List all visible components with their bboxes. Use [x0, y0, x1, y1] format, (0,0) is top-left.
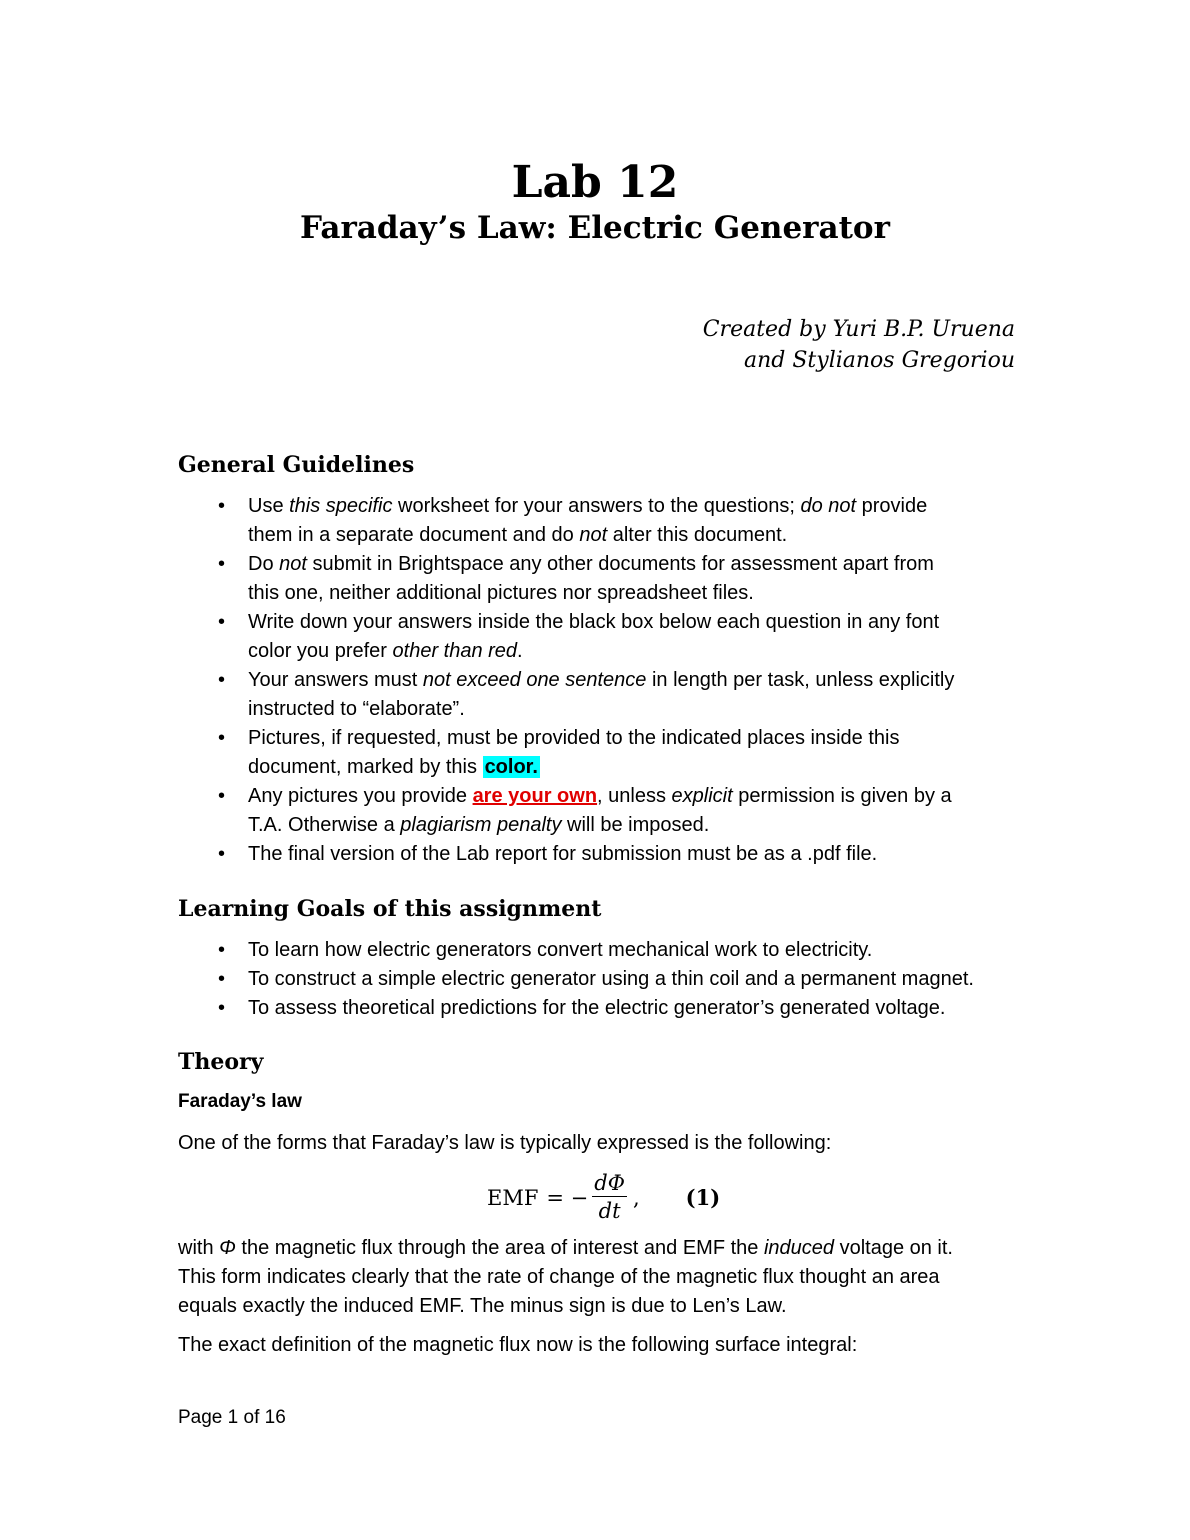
text-run: Any pictures you provide	[248, 785, 473, 807]
list-item	[178, 840, 1078, 869]
italic-text: not	[579, 524, 608, 546]
text-run: in length per task, unless explicitly	[646, 669, 955, 691]
text-run: with	[178, 1237, 220, 1259]
subsection-heading-faradays-law: Faraday’s law	[178, 1091, 302, 1112]
text-run: T.A. Otherwise a	[248, 814, 401, 836]
text-run: the magnetic flux through the area of interest and EMF the	[235, 1237, 764, 1259]
text-run: , unless	[597, 785, 672, 807]
text-run: equals exactly the induced EMF. The minus sign is due to Len’s Law.	[178, 1295, 787, 1317]
credits-line: Created by Yuri B.P. Uruena	[702, 317, 1015, 342]
equation-1	[487, 1170, 720, 1225]
text-run: Use	[248, 495, 290, 517]
equation-operator: = −	[546, 1185, 589, 1210]
list-item	[178, 550, 1078, 608]
bullet-icon: •	[218, 843, 226, 865]
text-run: voltage on it.	[834, 1237, 953, 1259]
list-item	[178, 492, 1078, 550]
italic-text: this specific	[289, 495, 393, 517]
section-heading-general-guidelines: General Guidelines	[178, 452, 415, 478]
credits-line: and Stylianos Gregoriou	[744, 348, 1015, 373]
list-item	[178, 965, 1078, 994]
bullet-icon: •	[218, 611, 226, 633]
equation-comma: ,	[632, 1185, 640, 1210]
list-item	[178, 994, 1078, 1023]
text-run: alter this document.	[607, 524, 788, 546]
list-item	[178, 782, 1078, 840]
section-heading-theory: Theory	[178, 1049, 264, 1075]
italic-text: not exceed one sentence	[422, 669, 647, 691]
theory-definition: The exact definition of the magnetic flux now is the following surface integral:	[178, 1334, 858, 1356]
text-run: this one, neither additional pictures nor spreadsheet files.	[248, 582, 754, 604]
text-run: color you prefer	[248, 640, 393, 662]
list-item	[178, 666, 1078, 724]
bullet-icon: •	[218, 968, 226, 990]
equation-numerator: dΦ	[594, 1171, 625, 1195]
text-run: worksheet for your answers to the questions;	[392, 495, 801, 517]
text-run: To learn how electric generators convert mechanical work to electricity.	[248, 939, 873, 961]
list-item	[178, 608, 1078, 666]
text-run: .	[517, 640, 523, 662]
credits	[703, 314, 1015, 376]
theory-intro: One of the forms that Faraday’s law is typically expressed is the following:	[178, 1132, 832, 1154]
section-heading-learning-goals: Learning Goals of this assignment	[178, 896, 602, 922]
equation-number: (1)	[685, 1185, 721, 1210]
text-run: To construct a simple electric generator using a thin coil and a permanent magnet.	[248, 968, 974, 990]
list-item	[178, 936, 1078, 965]
text-run: Write down your answers inside the black box below each question in any font	[248, 611, 940, 633]
document-subtitle: Faraday’s Law: Electric Generator	[300, 210, 890, 246]
text-run: This form indicates clearly that the rate of change of the magnetic flux thought an area	[178, 1266, 940, 1288]
italic-text: do not	[800, 495, 857, 517]
page-number: Page 1 of 16	[178, 1407, 286, 1428]
bullet-icon: •	[218, 997, 226, 1019]
italic-text: plagiarism penalty	[400, 814, 562, 836]
bullet-icon: •	[218, 495, 226, 517]
bullet-icon: •	[218, 939, 226, 961]
text-run: submit in Brightspace any other documents for assessment apart from	[306, 553, 934, 575]
emphasis-text: are your own	[472, 785, 598, 807]
text-run: To assess theoretical predictions for the electric generator’s generated voltage.	[248, 997, 946, 1019]
text-run: provide	[856, 495, 928, 517]
guidelines-list	[178, 492, 1078, 869]
text-run: them in a separate document and do	[248, 524, 580, 546]
text-run: will be imposed.	[561, 814, 710, 836]
text-run: Pictures, if requested, must be provided to the indicated places inside this	[248, 727, 900, 749]
text-run: Do	[248, 553, 280, 575]
bullet-icon: •	[218, 669, 226, 691]
list-item	[178, 724, 1078, 782]
text-run: permission is given by a	[732, 785, 952, 807]
italic-text: explicit	[671, 785, 733, 807]
text-run: Your answers must	[248, 669, 423, 691]
bullet-icon: •	[218, 785, 226, 807]
equation-fraction	[592, 1170, 627, 1225]
text-run: document, marked by this	[248, 756, 483, 778]
highlight-color-sample: color.	[484, 756, 538, 778]
italic-text: induced	[763, 1237, 835, 1259]
text-run: instructed to “elaborate”.	[248, 698, 465, 720]
learning-goals-list	[178, 936, 1078, 1023]
bullet-icon: •	[218, 727, 226, 749]
italic-text: Φ	[219, 1237, 236, 1259]
text-run: The final version of the Lab report for submission must be as a .pdf file.	[248, 843, 878, 865]
equation-lhs: EMF	[487, 1185, 539, 1210]
document-title: Lab 12	[511, 157, 679, 208]
equation-denominator: dt	[598, 1199, 621, 1223]
italic-text: not	[279, 553, 307, 575]
theory-paragraph	[178, 1234, 1078, 1321]
bullet-icon: •	[218, 553, 226, 575]
italic-text: other than red	[392, 640, 518, 662]
